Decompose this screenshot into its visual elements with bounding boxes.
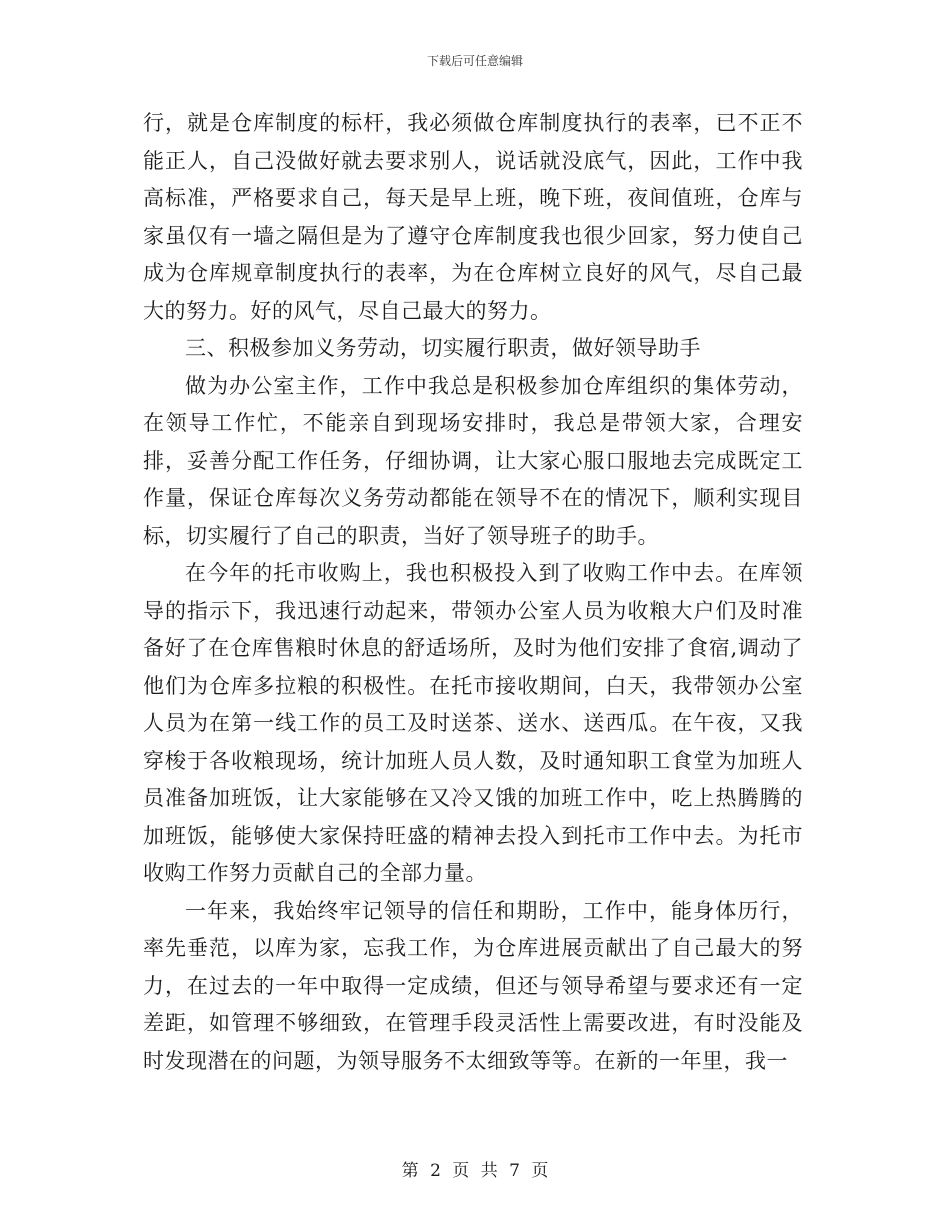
page-number-footer: 第 2 页 共 7 页 [401, 1161, 549, 1181]
document-body [143, 105, 803, 1080]
paragraph-2: 做为办公室主作，工作中我总是积极参加仓库组织的集体劳动，在领导工作忙，不能亲自到现场安排时，我总是带领大家，合理安排，妥善分配工作任务，仔细协调，让大家心服口服地去完成既定工作量，保证仓库每次义务劳动都能在领导不在的情况下，顺利实现目标，切实履行了自己的职责，当好了领导班子的助手。 [143, 373, 803, 548]
page-header: 下载后可任意编辑 [426, 54, 523, 68]
paragraph-1: 行，就是仓库制度的标杆，我必须做仓库制度执行的表率，已不正不能正人，自己没做好就去要求别人，说话就没底气，因此，工作中我高标准，严格要求自己，每天是早上班，晚下班，夜间值班，仓库与家虽仅有一墙之隔但是为了遵守仓库制度我也很少回家，努力使自己成为仓库规章制度执行的表率，为在仓库树立良好的风气，尽自己最大的努力。好的风气，尽自己最大的努力。 [143, 111, 803, 323]
paragraph-3: 在今年的托市收购上，我也积极投入到了收购工作中去。在库领导的指示下，我迅速行动起来，带领办公室人员为收粮大户们及时准备好了在仓库售粮时休息的舒适场所，及时为他们安排了食宿,调动了他们为仓库多拉粮的积极性。在托市接收期间，白天，我带领办公室人员为在第一线工作的员工及时送茶、送水、送西瓜。在午夜，又我穿梭于各收粮现场，统计加班人员人数，及时通知职工食堂为加班人员准备加班饭，让大家能够在又冷又饿的加班工作中，吃上热腾腾的加班饭，能够使大家保持旺盛的精神去投入到托市工作中去。为托市收购工作努力贡献自己的全部力量。 [143, 561, 803, 885]
paragraph-4: 一年来，我始终牢记领导的信任和期盼，工作中，能身体历行，率先垂范，以库为家，忘我工作，为仓库进展贡献出了自己最大的努力，在过去的一年中取得一定成绩，但还与领导希望与要求还有一定差距，如管理不够细致，在管理手段灵活性上需要改进，有时没能及时发现潜在的问题，为领导服务不太细致等等。在新的一年里，我一 [143, 898, 803, 1073]
section-heading: 三、积极参加义务劳动，切实履行职责，做好领导助手 [185, 336, 701, 360]
